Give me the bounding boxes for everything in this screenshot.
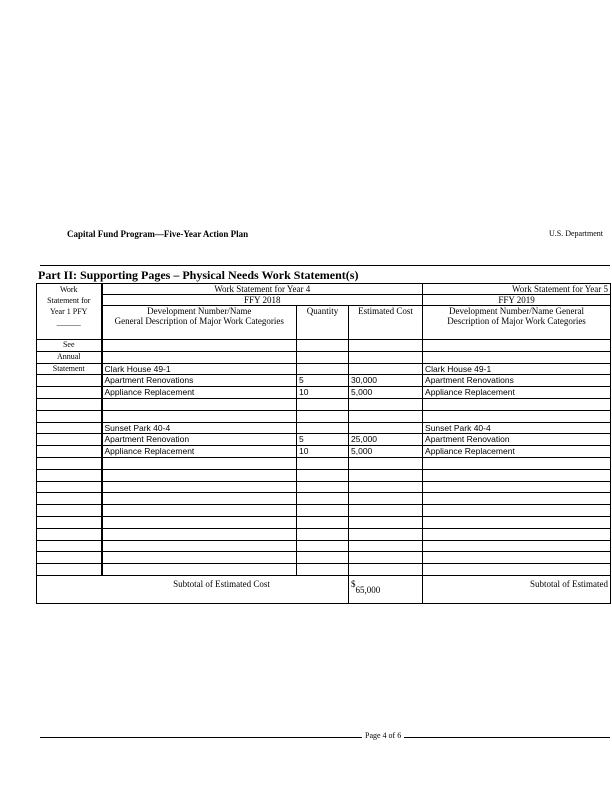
year5-subtotal-label: Subtotal of Estimated xyxy=(423,575,611,603)
table-row xyxy=(37,434,611,446)
year5-desc-header: Development Number/Name General Description of Major Work Categories xyxy=(423,306,611,340)
estimated-cost xyxy=(349,528,423,540)
quantity xyxy=(297,505,349,517)
label: Work xyxy=(59,285,78,294)
estimated-cost xyxy=(349,363,423,375)
footer-rule xyxy=(40,737,610,738)
estimated-cost: 30,000 xyxy=(349,375,423,387)
table-row xyxy=(37,505,611,517)
year4-description: Appliance Replacement xyxy=(102,387,297,399)
estimated-cost xyxy=(349,410,423,422)
row-label xyxy=(37,552,102,564)
year4-description xyxy=(102,457,297,469)
row-label xyxy=(37,481,102,493)
year5-description xyxy=(423,552,611,564)
quantity: 5 xyxy=(297,375,349,387)
estimated-cost xyxy=(349,457,423,469)
table-row xyxy=(37,493,611,505)
year5-description xyxy=(423,398,611,410)
quantity xyxy=(297,410,349,422)
row-label xyxy=(37,469,102,481)
estimated-cost xyxy=(349,493,423,505)
quantity: 10 xyxy=(297,387,349,399)
year5-description xyxy=(423,351,611,363)
row-label xyxy=(37,564,102,576)
work-statement-header xyxy=(37,284,102,340)
year5-description xyxy=(423,528,611,540)
row-label xyxy=(37,516,102,528)
estimated-cost xyxy=(349,398,423,410)
year5-description: Appliance Replacement xyxy=(423,387,611,399)
year4-title: Work Statement for Year 4 xyxy=(102,284,423,295)
quantity xyxy=(297,457,349,469)
year5-description xyxy=(423,410,611,422)
estimated-cost xyxy=(349,516,423,528)
table-row xyxy=(37,375,611,387)
estimated-cost xyxy=(349,340,423,352)
label: General Description of Major Work Categories xyxy=(114,316,284,326)
year4-description: Clark House 49-1 xyxy=(102,363,297,375)
year4-description xyxy=(102,340,297,352)
estimated-cost xyxy=(349,422,423,434)
table-row xyxy=(37,540,611,552)
year5-description xyxy=(423,564,611,576)
row-label xyxy=(37,422,102,434)
row-label: Annual xyxy=(37,351,102,363)
quantity xyxy=(297,469,349,481)
table-row xyxy=(37,351,611,363)
year4-description xyxy=(102,398,297,410)
row-label xyxy=(37,528,102,540)
estimated-cost: 5,000 xyxy=(349,446,423,458)
estimated-cost: 25,000 xyxy=(349,434,423,446)
row-label xyxy=(37,540,102,552)
table-row xyxy=(37,422,611,434)
year4-description xyxy=(102,493,297,505)
label: Statement for xyxy=(47,296,91,305)
year4-description xyxy=(102,552,297,564)
table-row xyxy=(37,469,611,481)
estimated-cost xyxy=(349,552,423,564)
quantity xyxy=(297,481,349,493)
year4-description xyxy=(102,469,297,481)
form-title: Capital Fund Program—Five-Year Action Plan xyxy=(67,229,249,239)
year4-description: Sunset Park 40-4 xyxy=(102,422,297,434)
quantity xyxy=(297,516,349,528)
table-row xyxy=(37,457,611,469)
year5-description xyxy=(423,505,611,517)
divider xyxy=(40,265,610,266)
agency-name: U.S. Department xyxy=(549,229,603,238)
subtotal-label: Subtotal of Estimated Cost xyxy=(37,575,349,603)
estimated-cost: 5,000 xyxy=(349,387,423,399)
label: ______ xyxy=(56,318,81,327)
row-label: See xyxy=(37,340,102,352)
quantity xyxy=(297,398,349,410)
row-label xyxy=(37,457,102,469)
quantity: 5 xyxy=(297,434,349,446)
estimated-cost xyxy=(349,505,423,517)
table-row xyxy=(37,410,611,422)
year4-description: Apartment Renovations xyxy=(102,375,297,387)
year4-ffy: FFY 2018 xyxy=(102,295,423,306)
currency: $ xyxy=(351,578,356,589)
row-label xyxy=(37,410,102,422)
year5-description: Apartment Renovation xyxy=(423,434,611,446)
year5-description xyxy=(423,457,611,469)
quantity xyxy=(297,528,349,540)
table-row xyxy=(37,340,611,352)
quantity xyxy=(297,340,349,352)
quantity xyxy=(297,493,349,505)
row-label xyxy=(37,434,102,446)
quantity xyxy=(297,422,349,434)
year4-description xyxy=(102,540,297,552)
year4-description xyxy=(102,564,297,576)
quantity-header: Quantity xyxy=(297,306,349,340)
year5-ffy: FFY 2019 xyxy=(423,295,611,306)
row-label xyxy=(37,398,102,410)
work-statement-table xyxy=(36,283,611,604)
table-row xyxy=(37,516,611,528)
table-row xyxy=(37,363,611,375)
label: Year 1 PFY xyxy=(50,307,88,316)
estimated-cost xyxy=(349,540,423,552)
quantity: 10 xyxy=(297,446,349,458)
row-label xyxy=(37,387,102,399)
cost-header: Estimated Cost xyxy=(349,306,423,340)
row-label xyxy=(37,505,102,517)
quantity xyxy=(297,552,349,564)
year5-description: Appliance Replacement xyxy=(423,446,611,458)
table-row xyxy=(37,398,611,410)
quantity xyxy=(297,564,349,576)
table-row xyxy=(37,481,611,493)
page-number: Page 4 of 6 xyxy=(362,731,404,740)
row-label xyxy=(37,375,102,387)
year4-description: Apartment Renovation xyxy=(102,434,297,446)
year5-description xyxy=(423,340,611,352)
amount: 65,000 xyxy=(355,584,381,595)
subtotal-row xyxy=(37,575,611,603)
year5-description xyxy=(423,493,611,505)
estimated-cost xyxy=(349,564,423,576)
quantity xyxy=(297,351,349,363)
quantity xyxy=(297,363,349,375)
year5-description xyxy=(423,516,611,528)
year4-description xyxy=(102,528,297,540)
year5-description xyxy=(423,481,611,493)
year5-title: Work Statement for Year 5 xyxy=(423,284,611,295)
table-row xyxy=(37,552,611,564)
row-label xyxy=(37,493,102,505)
subtotal-value xyxy=(349,575,423,603)
year5-description xyxy=(423,540,611,552)
year4-description xyxy=(102,505,297,517)
year5-description xyxy=(423,469,611,481)
row-label: Statement xyxy=(37,363,102,375)
year4-desc-header xyxy=(102,306,297,340)
year5-description: Clark House 49-1 xyxy=(423,363,611,375)
year5-description: Apartment Renovations xyxy=(423,375,611,387)
table-row xyxy=(37,528,611,540)
estimated-cost xyxy=(349,469,423,481)
row-label xyxy=(37,446,102,458)
estimated-cost xyxy=(349,481,423,493)
table-row xyxy=(37,446,611,458)
year4-description xyxy=(102,351,297,363)
part-title: Part II: Supporting Pages – Physical Needs Work Statement(s) xyxy=(38,268,359,282)
label: Development Number/Name xyxy=(147,306,252,316)
year4-description xyxy=(102,516,297,528)
year5-description: Sunset Park 40-4 xyxy=(423,422,611,434)
year4-description xyxy=(102,410,297,422)
estimated-cost xyxy=(349,351,423,363)
year4-description xyxy=(102,481,297,493)
table-row xyxy=(37,564,611,576)
table-row xyxy=(37,387,611,399)
year4-description: Appliance Replacement xyxy=(102,446,297,458)
quantity xyxy=(297,540,349,552)
